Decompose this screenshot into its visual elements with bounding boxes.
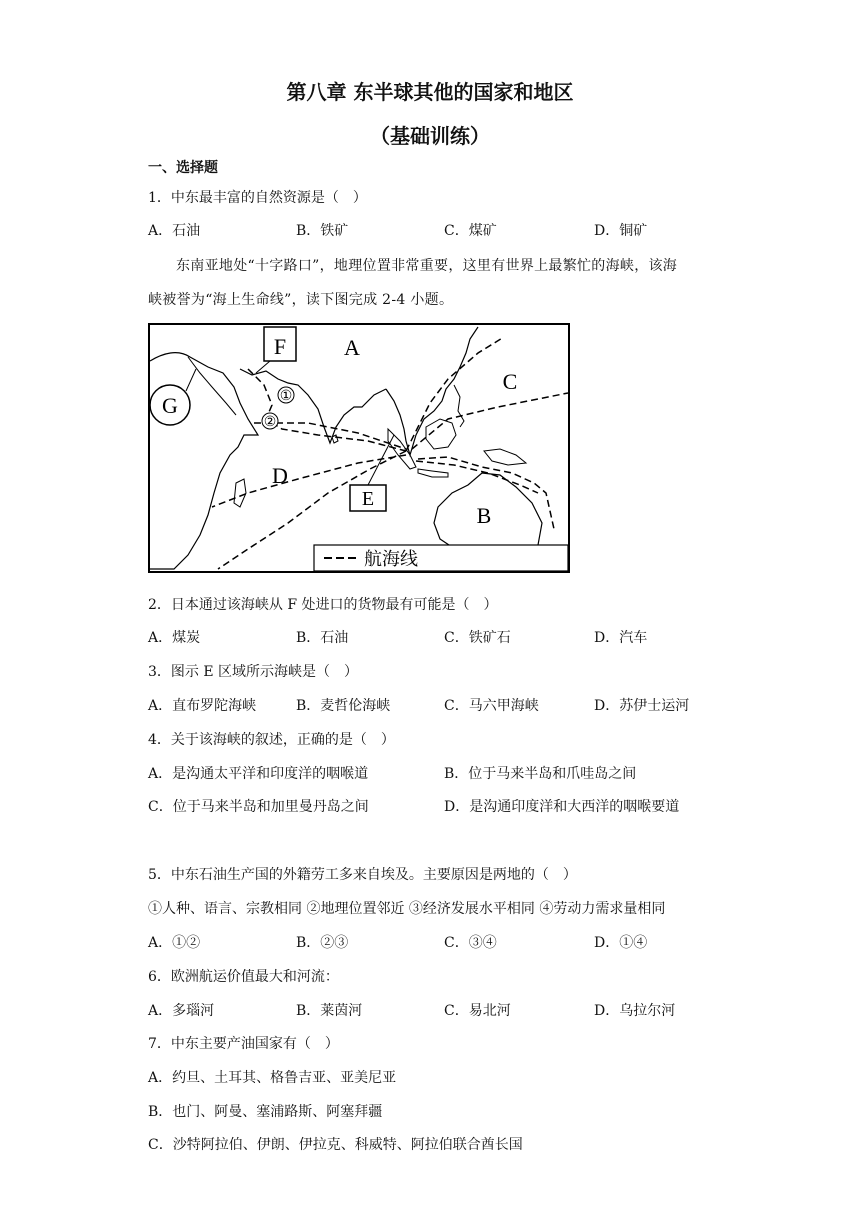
q1-option-b[interactable]: B．铁矿 [296, 223, 349, 239]
shipping-route-map [148, 323, 570, 573]
page-subtitle: （基础训练） [370, 124, 490, 148]
q2-option-d[interactable]: D．汽车 [594, 630, 648, 646]
map-label-a: A [344, 335, 360, 360]
q5-option-b[interactable]: B．②③ [296, 935, 349, 951]
q7-option-c[interactable]: C．沙特阿拉伯、伊朗、伊拉克、科威特、阿拉伯联合酋长国 [148, 1137, 523, 1153]
q2-option-b[interactable]: B．石油 [296, 630, 349, 646]
q1-option-a[interactable]: A．石油 [148, 223, 201, 239]
map-label-b: B [476, 503, 492, 528]
map-label-g: G [162, 393, 178, 418]
q5-option-d[interactable]: D．①④ [594, 935, 648, 951]
question-3-stem: 3．图示 E 区域所示海峡是（ ） [148, 664, 359, 680]
q3-option-b[interactable]: B．麦哲伦海峡 [296, 698, 391, 714]
q6-option-d[interactable]: D．乌拉尔河 [594, 1003, 676, 1019]
page-title: 第八章 东半球其他的国家和地区 [286, 80, 574, 104]
q5-option-c[interactable]: C．③④ [444, 935, 497, 951]
q4-option-a[interactable]: A．是沟通太平洋和印度洋的咽喉道 [148, 766, 369, 782]
question-4-stem: 4．关于该海峡的叙述，正确的是（ ） [148, 732, 395, 748]
passage-line-2: 峡被誉为“海上生命线”，读下图完成 2-4 小题。 [148, 292, 454, 308]
question-5-stem: 5．中东石油生产国的外籍劳工多来自埃及。主要原因是两地的（ ） [148, 867, 577, 883]
q1-option-d[interactable]: D．铜矿 [594, 223, 648, 239]
question-7-stem: 7．中东主要产油国家有（ ） [148, 1036, 339, 1052]
q7-option-a[interactable]: A．约旦、土耳其、格鲁吉亚、亚美尼亚 [148, 1070, 397, 1086]
question-5-statements: ①人种、语言、宗教相同 ②地理位置邻近 ③经济发展水平相同 ④劳动力需求量相同 [148, 901, 666, 917]
question-1-stem: 1．中东最丰富的自然资源是（ ） [148, 190, 367, 206]
q6-option-c[interactable]: C．易北河 [444, 1003, 511, 1019]
passage-line-1: 东南亚地处“十字路口”，地理位置非常重要，这里有世界上最繁忙的海峡，该海 [176, 258, 678, 274]
q3-option-d[interactable]: D．苏伊士运河 [594, 698, 690, 714]
q4-option-d[interactable]: D．是沟通印度洋和大西洋的咽喉要道 [444, 799, 680, 815]
q5-option-a[interactable]: A．①② [148, 935, 201, 951]
map-label-e: E [361, 488, 375, 510]
question-2-stem: 2．日本通过该海峡从 F 处进口的货物最有可能是（ ） [148, 597, 498, 613]
q2-option-a[interactable]: A．煤炭 [148, 630, 201, 646]
q7-option-b[interactable]: B．也门、阿曼、塞浦路斯、阿塞拜疆 [148, 1104, 383, 1120]
section-heading: 一、选择题 [148, 160, 218, 176]
q3-option-a[interactable]: A．直布罗陀海峡 [148, 698, 257, 714]
question-6-stem: 6．欧洲航运价值最大和河流： [148, 969, 339, 985]
map-label-f: F [273, 334, 287, 359]
q4-option-c[interactable]: C．位于马来半岛和加里曼丹岛之间 [148, 799, 369, 815]
q1-option-c[interactable]: C．煤矿 [444, 223, 497, 239]
q6-option-a[interactable]: A．多瑙河 [148, 1003, 215, 1019]
route-marker-2: ② [263, 415, 277, 430]
q2-option-c[interactable]: C．铁矿石 [444, 630, 511, 646]
map-label-c: C [502, 369, 518, 394]
q6-option-b[interactable]: B．莱茵河 [296, 1003, 363, 1019]
q4-option-b[interactable]: B．位于马来半岛和爪哇岛之间 [444, 766, 637, 782]
route-marker-1: ① [279, 389, 293, 404]
map-label-d: D [272, 463, 288, 488]
q3-option-c[interactable]: C．马六甲海峡 [444, 698, 539, 714]
map-legend-label: 航海线 [364, 549, 418, 570]
